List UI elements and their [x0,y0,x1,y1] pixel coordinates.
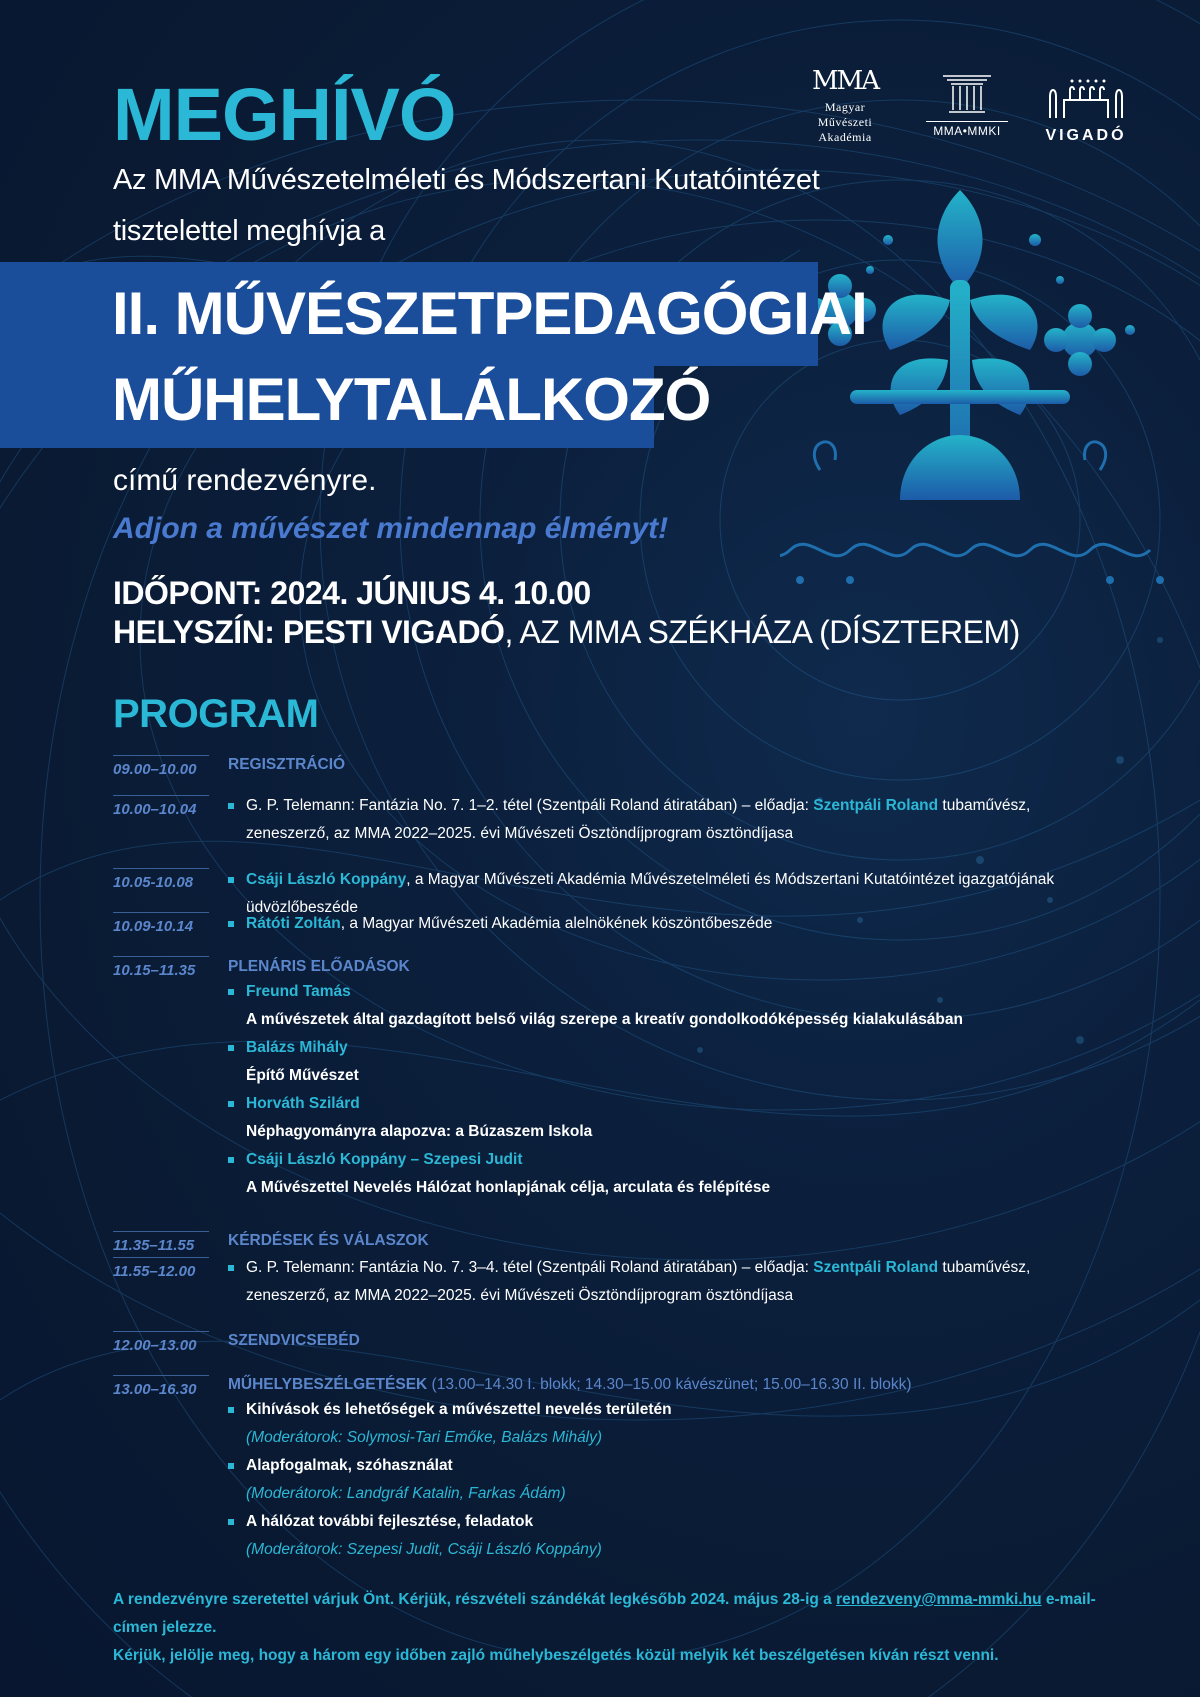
list-item [228,910,1098,938]
speaker-name: Rátóti Zoltán [246,915,341,932]
plenary-speaker: Csáji László Koppány – Szepesi Judit [228,1146,1098,1174]
intro-line-1: Az MMA Művészetelméleti és Módszertani Kutatóintézet [113,164,820,196]
list-item [228,1254,1098,1310]
performer-name: Szentpáli Roland [813,797,939,814]
time-slot-9: 13.00–16.30 [113,1375,209,1397]
plenary-speaker: Horváth Szilárd [228,1090,1098,1118]
mma-logo-line3: Akadémia [818,130,872,144]
event-location-name: HELYSZÍN: PESTI VIGADÓ [113,614,505,650]
workshops-heading [228,1374,1098,1396]
program-item-registration [228,754,1098,776]
workshop-title: Alapfogalmak, szóhasználat [228,1452,1098,1480]
event-date-text: IDŐPONT: 2024. JÚNIUS 4. 10.00 [113,575,591,611]
plenary-speaker: Balázs Mihály [228,1034,1098,1062]
performance-text: G. P. Telemann: Fantázia No. 7. 1–2. tétel (Szentpáli Roland átiratában) – előadja: [246,797,814,814]
program-item-heading: KÉRDÉSEK ÉS VÁLASZOK [228,1232,429,1249]
event-title-line-1: II. MŰVÉSZETPEDAGÓGIAI [112,280,867,347]
program-item-music-1 [228,792,1098,848]
workshop-moderators: (Moderátorok: Solymosi-Tari Emőke, Balázs Mihály) [246,1429,603,1446]
workshop-title: A hálózat további fejlesztése, feladatok [228,1508,1098,1536]
program-item-plenary [228,956,1098,1202]
time-slot-6: 11.35–11.55 [113,1231,209,1253]
program-title: PROGRAM [113,692,319,736]
vigado-logo-label: VIGADÓ [1045,127,1127,144]
plenary-talk-title: A Művészettel Nevelés Hálózat honlapjának célja, arculata és felépítése [246,1179,771,1196]
rsvp-line-2: Kérjük, jelölje meg, hogy a három egy időben zajló műhelybeszélgetés közül melyik két beszélgetésen kíván részt venni. [113,1647,999,1664]
plenary-talk-title: Építő Művészet [246,1067,359,1084]
time-slot-7: 11.55–12.00 [113,1257,209,1279]
rsvp-text: A rendezvényre szeretettel várjuk Önt. Kérjük, részvételi szándékát legkésőbb 2024. május 28-ig a [113,1591,837,1608]
mma-logo-line1: Magyar [824,100,866,114]
program-item-workshops [228,1374,1098,1564]
program-item-heading: SZENDVICSEBÉD [228,1332,360,1349]
performer-description: tubaművész, zeneszerző, az MMA 2022–2025. évi Művészeti Ösztöndíjprogram ösztöndíjasa [246,797,1031,842]
program-item-qa [228,1230,1098,1252]
time-slot-3: 10.05-10.08 [113,868,209,890]
rsvp-note [113,1586,1113,1670]
event-motto: Adjon a művészet mindennap élményt! [113,512,669,545]
program-item-music-2 [228,1254,1098,1310]
workshop-title: Kihívások és lehetőségek a művészettel nevelés területén [228,1396,1098,1424]
plenary-speaker: Freund Tamás [228,978,1098,1006]
time-slot-4: 10.09-10.14 [113,912,209,934]
performer-name: Szentpáli Roland [813,1259,939,1276]
time-slot-2: 10.00–10.04 [113,795,209,817]
list-item [228,792,1098,848]
invitation-title: MEGHÍVÓ [113,73,456,156]
event-subtitle: című rendezvényre. [113,464,377,497]
time-slot-1: 09.00–10.00 [113,755,209,777]
rsvp-email-link[interactable]: rendezveny@mma-mmki.hu [836,1591,1042,1608]
speaker-name: Csáji László Koppány [246,871,407,888]
plenary-talk-title: A művészetek által gazdagított belső világ szerepe a kreatív gondolkodóképesség kialakulásában [246,1011,963,1028]
speech-description: , a Magyar Művészeti Akadémia alelnökének köszöntőbeszéde [340,915,773,932]
program-item-heading: REGISZTRÁCIÓ [228,756,346,773]
mma-logo-mark: MMA [811,66,879,96]
workshop-moderators: (Moderátorok: Szepesi Judit, Csáji László Koppány) [246,1541,602,1558]
workshop-moderators: (Moderátorok: Landgráf Katalin, Farkas Ádám) [246,1485,566,1502]
event-location-detail: , AZ MMA SZÉKHÁZA (DÍSZTEREM) [504,614,1020,650]
speech-description: , a Magyar Művészeti Akadémia Művészetelméleti és Módszertani Kutatóintézet igazgatójának üdvözlőbeszéde [246,871,1055,916]
performer-description: tubaművész, zeneszerző, az MMA 2022–2025. évi Művészeti Ösztöndíjprogram ösztöndíjasa [246,1259,1031,1304]
intro-line-2: tisztelettel meghívja a [113,215,385,247]
program-item-lunch [228,1330,1098,1352]
program-item-heading: PLENÁRIS ELŐADÁSOK [228,958,410,975]
workshops-schedule-note: (13.00–14.30 I. blokk; 14.30–15.00 kávészünet; 15.00–16.30 II. blokk) [427,1376,912,1393]
program-item-heading: MŰHELYBESZÉLGETÉSEK [228,1376,428,1393]
time-slot-8: 12.00–13.00 [113,1331,209,1353]
plenary-talk-title: Néphagyományra alapozva: a Búzaszem Iskola [246,1123,593,1140]
mmki-logo-label: MMA•MMKI [926,121,1008,138]
rsvp-line-1 [113,1586,1113,1642]
rsvp-text-end: e-mail-címen jelezze. [113,1591,1096,1636]
mma-logo-line2: Művészeti [817,115,873,129]
event-title-line-2: MŰHELYTALÁLKOZÓ [112,366,711,433]
time-slot-5: 10.15–11.35 [113,956,209,978]
performance-text: G. P. Telemann: Fantázia No. 7. 3–4. tétel (Szentpáli Roland átiratában) – előadja: [246,1259,814,1276]
program-item-greeting-speech [228,910,1098,938]
